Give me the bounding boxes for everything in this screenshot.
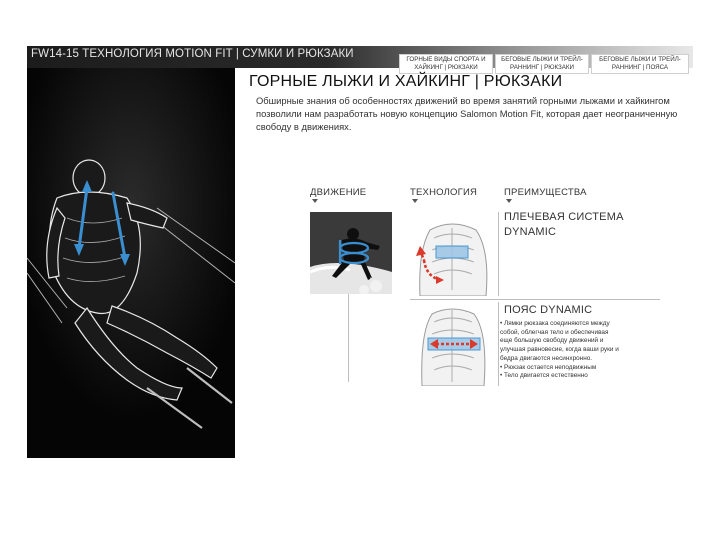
nav-tab-line1: БЕГОВЫЕ ЛЫЖИ И ТРЕЙЛ- xyxy=(599,56,681,63)
list-item: • Тело двигается естественно xyxy=(500,372,588,380)
benefit-title-line1: ПОЯС DYNAMIC xyxy=(504,304,593,316)
benefit-title-shoulder-system xyxy=(504,210,624,240)
intro-paragraph: Обширные знания об особенностях движений во время занятий горными лыжами и хайкингом позволили нам разработать новую концепцию Salomon Motion Fit, которая дает неограниченную свободу в движениях. xyxy=(256,95,678,132)
benefit-title-line2: DYNAMIC xyxy=(504,226,557,238)
divider-line xyxy=(498,212,499,296)
list-item: еще большую свободу движений и xyxy=(500,337,604,345)
nav-tab-line1: БЕГОВЫЕ ЛЫЖИ И ТРЕЙЛ- xyxy=(501,56,583,63)
connector-line xyxy=(348,294,349,382)
shoulder-system-diagram xyxy=(410,210,494,296)
list-item: • Лямки рюкзака соединяются между xyxy=(500,320,610,327)
column-label-technology: ТЕХНОЛОГИЯ xyxy=(410,187,478,198)
nav-tab-line2: РАННИНГ | ПОЯСА xyxy=(611,63,669,71)
chevron-down-icon xyxy=(506,199,512,203)
nav-tab-xc-trail-belts[interactable] xyxy=(591,54,689,74)
divider-line xyxy=(498,302,499,386)
list-item: бедра двигаются несинхронно. xyxy=(500,354,593,362)
skier-xray-photo xyxy=(27,68,235,458)
header-title: FW14-15 ТЕХНОЛОГИЯ MOTION FIT | СУМКИ И РЮКЗАКИ xyxy=(31,48,354,60)
divider-line xyxy=(410,299,660,300)
benefit-points-list xyxy=(500,320,660,381)
chevron-down-icon xyxy=(312,199,318,203)
column-label-movement: ДВИЖЕНИЕ xyxy=(310,187,367,198)
nav-tab-line1: ГОРНЫЕ ВИДЫ СПОРТА И xyxy=(406,56,486,63)
dynamic-belt-diagram xyxy=(410,302,494,386)
list-item: • Рюкзак остается неподвижным xyxy=(500,363,597,371)
list-item: собой, облегчая тело и обеспечивая xyxy=(500,328,609,336)
page-title: ГОРНЫЕ ЛЫЖИ И ХАЙКИНГ | РЮКЗАКИ xyxy=(249,73,563,90)
list-item: улучшая равновесие, когда ваши руки и xyxy=(500,346,619,354)
nav-tab-line2: ХАЙКИНГ | РЮКЗАКИ xyxy=(414,63,478,71)
nav-tab-mountain-hiking-backpacks[interactable] xyxy=(399,54,493,74)
column-label-benefits: ПРЕИМУЩЕСТВА xyxy=(504,187,587,198)
skier-action-photo xyxy=(310,212,392,294)
benefit-title-dynamic-belt xyxy=(504,303,592,318)
nav-tab-xc-trail-backpacks[interactable] xyxy=(495,54,589,74)
chevron-down-icon xyxy=(412,199,418,203)
benefit-title-line1: ПЛЕЧЕВАЯ СИСТЕМА xyxy=(504,211,624,223)
nav-tab-line2: РАННИНГ | РЮКЗАКИ xyxy=(510,63,574,71)
